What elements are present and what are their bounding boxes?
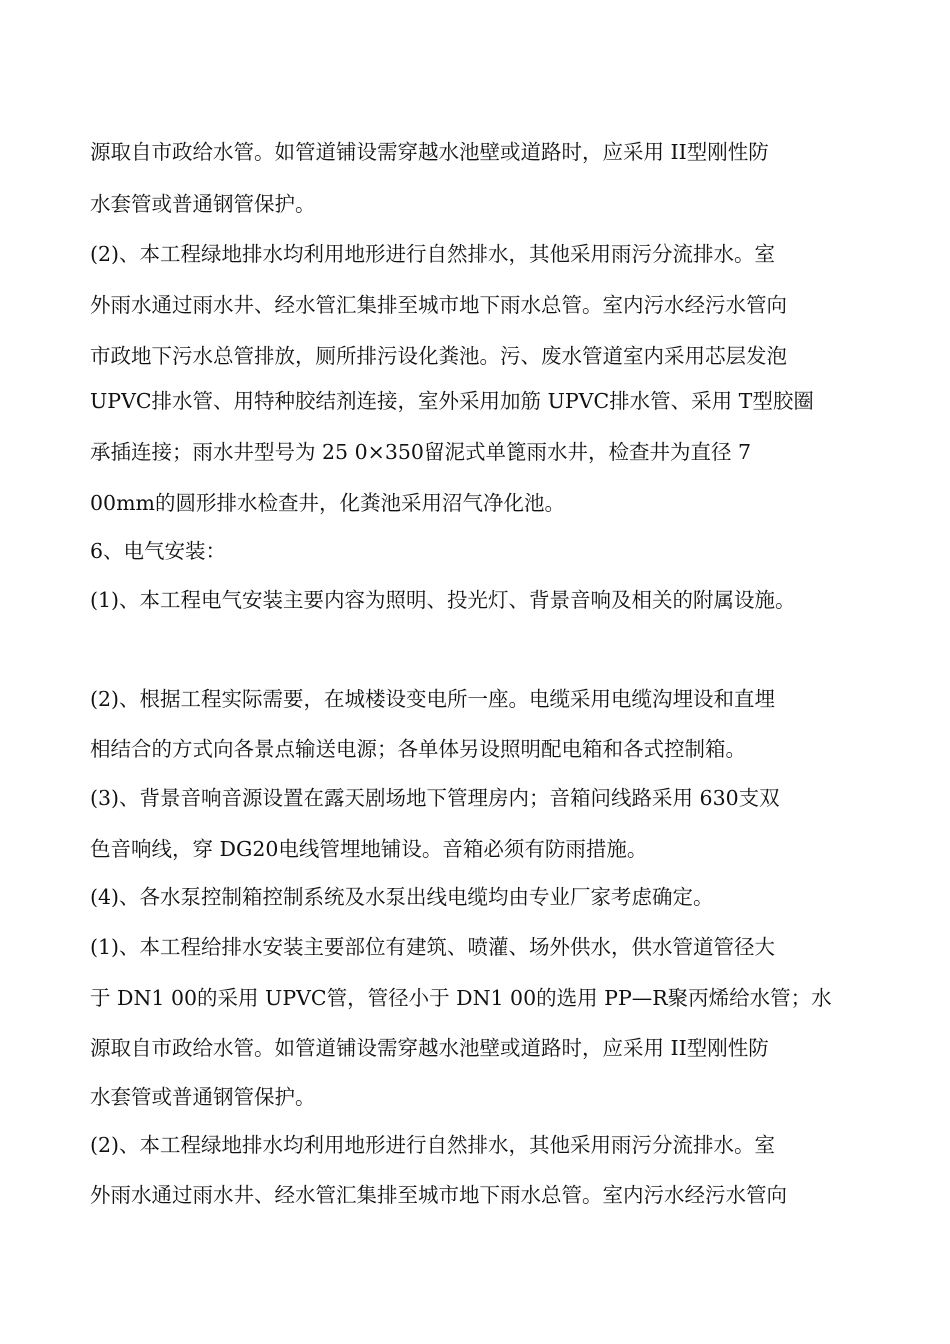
text-line: 相结合的方式向各景点输送电源；各单体另设照明配电箱和各式控制箱。	[90, 737, 746, 761]
text-line: 源取自市政给水管。如管道铺设需穿越水池壁或道路时，应采用 II型刚性防	[90, 1036, 769, 1060]
text-line: (3)、背景音响音源设置在露天剧场地下管理房内；音箱问线路采用 630支双	[90, 786, 780, 810]
text-line: (2)、根据工程实际需要，在城楼设变电所一座。电缆采用电缆沟埋设和直埋	[90, 687, 776, 711]
text-line: 市政地下污水总管排放，厕所排污设化粪池。污、废水管道室内采用芯层发泡	[90, 344, 787, 368]
text-line: 外雨水通过雨水井、经水管汇集排至城市地下雨水总管。室内污水经污水管向	[90, 1183, 787, 1207]
text-line: 色音响线，穿 DG20电线管埋地铺设。音箱必须有防雨措施。	[90, 837, 648, 861]
text-line: 于 DN1 00的采用 UPVC管，管径小于 DN1 00的选用 PP—R聚丙烯给水管；水	[90, 986, 832, 1010]
text-line: (1)、本工程给排水安装主要部位有建筑、喷灌、场外供水，供水管道管径大	[90, 935, 776, 959]
text-line: 源取自市政给水管。如管道铺设需穿越水池壁或道路时，应采用 II型刚性防	[90, 140, 769, 164]
section-heading: 6、电气安装：	[90, 539, 227, 563]
text-line: (1)、本工程电气安装主要内容为照明、投光灯、背景音响及相关的附属设施。	[90, 588, 796, 612]
text-line: (2)、本工程绿地排水均利用地形进行自然排水，其他采用雨污分流排水。室	[90, 1133, 776, 1157]
text-line: (4)、各水泵控制箱控制系统及水泵出线电缆均由专业厂家考虑确定。	[90, 885, 714, 909]
text-line: 外雨水通过雨水井、经水管汇集排至城市地下雨水总管。室内污水经污水管向	[90, 293, 787, 317]
text-line: UPVC排水管、用特种胶结剂连接，室外采用加筋 UPVC排水管、采用 T型胶圈	[90, 389, 814, 413]
text-line: 承插连接；雨水井型号为 25 0×350留泥式单篦雨水井，检查井为直径 7	[90, 440, 752, 464]
text-line: (2)、本工程绿地排水均利用地形进行自然排水，其他采用雨污分流排水。室	[90, 242, 776, 266]
text-line: 00mm的圆形排水检查井，化粪池采用沼气净化池。	[90, 491, 565, 515]
text-line: 水套管或普通钢管保护。	[90, 192, 316, 216]
text-line: 水套管或普通钢管保护。	[90, 1085, 316, 1109]
